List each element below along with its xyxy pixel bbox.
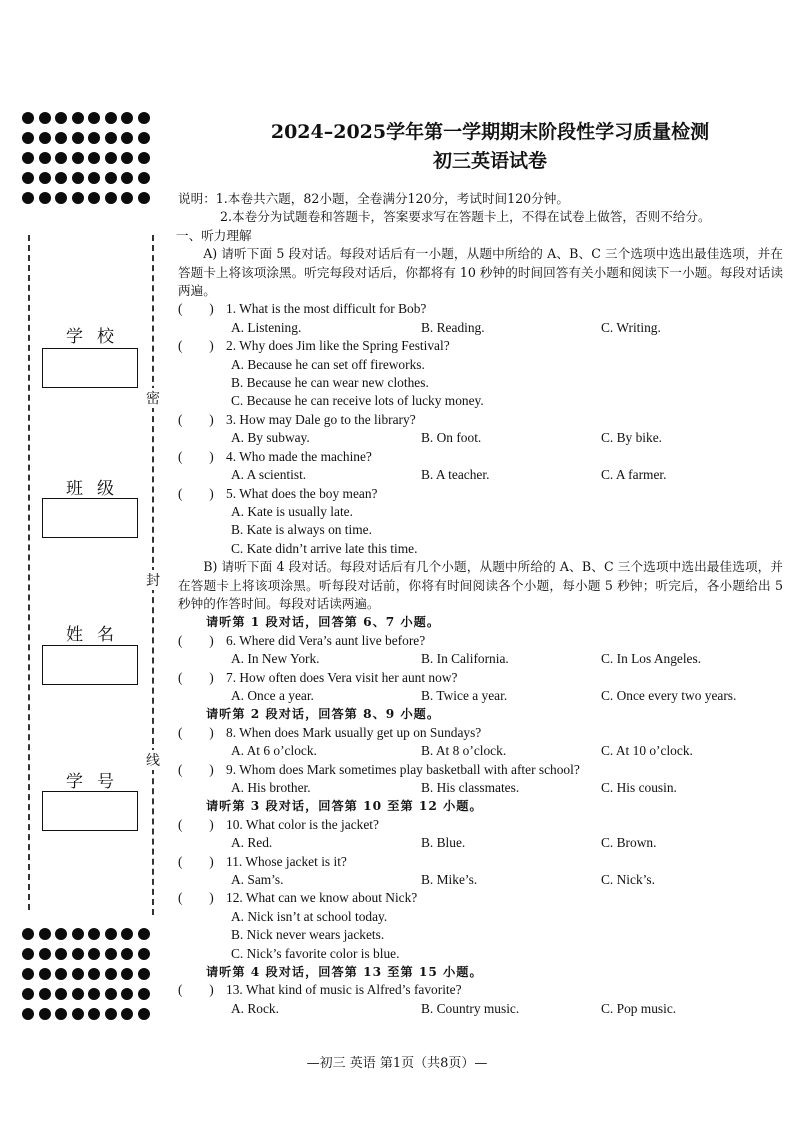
dialogue-instruction: 请听第 2 段对话，回答第 8、9 小题。 [206,707,441,722]
decorative-dot [22,112,34,124]
decorative-dot [88,928,100,940]
decorative-dot [138,948,150,960]
dot-row [22,112,162,124]
decorative-dot [39,112,51,124]
decorative-dot [22,192,34,204]
option-a[interactable]: A. His brother. [231,780,311,795]
dot-row [22,1008,162,1020]
question-text: 9. Whom does Mark sometimes play basketball with after school? [226,761,580,777]
decorative-dot [138,172,150,184]
decorative-dot [55,132,67,144]
option-a[interactable]: A. Sam’s. [231,872,284,888]
option-c[interactable]: C. Because he can receive lots of lucky money. [231,393,484,409]
question-text: 4. Who made the machine? [226,448,372,464]
dot-row [22,948,162,960]
decorative-dot [105,1008,117,1020]
part-b-instructions: B) 请听下面 4 段对话。每段对话后有几个小题，从题中所给的 A、B、C 三个选项中选出最佳选项，并在答题卡上将该项涂黑。听每段对话前，你将有时间阅读各个小题，每小题 5 秒钟；听完后，各小题给出 5 秒钟的作答时间。每段对话读两遍。 [178,559,783,611]
decorative-dot [55,928,67,940]
option-c[interactable]: C. By bike. [601,430,663,446]
class-label: 班级 [66,479,128,499]
options-row [178,687,783,705]
decorative-dot [39,1008,51,1020]
option-a[interactable]: A. Once a year. [231,687,314,703]
question-text: 6. Where did Vera’s aunt live before? [226,632,426,648]
decorative-dot [39,152,51,164]
question [178,632,783,669]
dot-row [22,172,162,184]
option-b[interactable]: B. Reading. [421,319,485,335]
option-b[interactable]: B. Nick never wears jackets. [231,927,385,943]
answer-blank[interactable]: ( ) [178,724,214,740]
decorative-dot [55,152,67,164]
option-b[interactable]: B. Twice a year. [421,687,508,703]
decorative-dot [105,988,117,1000]
dialogue-instruction: 请听第 3 段对话，回答第 10 至第 12 小题。 [206,799,483,814]
decorative-dot [138,112,150,124]
decorative-dot [39,172,51,184]
decorative-dot [121,988,133,1000]
dialogue-instruction: 请听第 4 段对话，回答第 13 至第 15 小题。 [206,965,483,980]
decorative-dot [138,928,150,940]
option-c[interactable]: C. A farmer. [601,467,667,483]
decorative-dot [72,192,84,204]
option-c[interactable]: C. Kate didn’t arrive late this time. [231,540,418,556]
answer-blank[interactable]: ( ) [178,816,214,832]
decorative-dot [39,192,51,204]
decorative-dot [55,968,67,980]
dot-row [22,928,162,940]
answer-blank[interactable]: ( ) [178,761,214,777]
option-b[interactable]: B. Blue. [421,835,466,851]
decorative-dot [121,928,133,940]
page-footer: —初三 英语 第1页（共8页）— [306,1056,488,1071]
option-a[interactable]: A. At 6 o’clock. [231,743,317,759]
question [178,485,783,559]
student-number-label: 学号 [66,772,128,792]
option-c[interactable]: C. In Los Angeles. [601,651,702,667]
decorative-dot [138,1008,150,1020]
decorative-dot [55,172,67,184]
dialogue-instruction: 请听第 1 段对话，回答第 6、7 小题。 [206,615,441,630]
decorative-dot [39,132,51,144]
exam-title: 2024–2025学年第一学期期末阶段性学习质量检测 [270,121,710,143]
option-a[interactable]: A. Nick isn’t at school today. [231,908,388,924]
answer-blank[interactable]: ( ) [178,632,214,648]
options-row [178,1000,783,1018]
decorative-dot [22,172,34,184]
question [178,724,783,761]
exam-subtitle: 初三英语试卷 [432,150,547,172]
option-b[interactable]: B. Kate is always on time. [231,522,372,538]
question [178,889,783,963]
options-row [178,319,783,337]
question-text: 8. When does Mark usually get up on Sundays? [226,724,482,740]
question [178,337,783,411]
dot-row [22,988,162,1000]
decorative-dot [22,152,34,164]
answer-blank[interactable]: ( ) [178,411,214,427]
question [178,300,783,337]
question [178,853,783,890]
question [178,411,783,448]
seal-char-xian: 线 [146,750,160,770]
decorative-dot [105,192,117,204]
question-text: 2. Why does Jim like the Spring Festival? [226,338,450,354]
decorative-dot [88,988,100,1000]
question [178,981,783,1018]
decorative-dot [22,928,34,940]
option-c[interactable]: C. Nick’s. [601,872,655,888]
answer-blank[interactable]: ( ) [178,301,214,317]
answer-blank[interactable]: ( ) [178,338,214,354]
decorative-dot [39,988,51,1000]
decorative-dot [121,1008,133,1020]
option-a[interactable]: A. By subway. [231,430,310,446]
option-b[interactable]: B. A teacher. [421,467,490,483]
decorative-dot [88,132,100,144]
option-b[interactable]: B. Country music. [421,1000,520,1016]
decorative-dot [39,968,51,980]
options-row [178,466,783,484]
student-number-field[interactable] [42,791,138,831]
decorative-dot [138,152,150,164]
options-row [178,742,783,760]
option-c[interactable]: C. Pop music. [601,1000,677,1016]
school-label: 学校 [66,327,128,347]
option-a[interactable]: A. Listening. [231,319,302,335]
seal-char-mi: 密 [146,388,160,408]
question-stem [178,411,783,429]
option-b[interactable]: B. His classmates. [421,780,520,795]
decorative-dot [121,112,133,124]
question-text: 7. How often does Vera visit her aunt now? [226,669,458,685]
decorative-dot [121,968,133,980]
part-a-instructions: A) 请听下面 5 段对话。每段对话后有一小题，从题中所给的 A、B、C 三个选项中选出最佳选项，并在答题卡上将该项涂黑。听完每段对话后，你都将有 10 秒钟的时间回答有关小题和阅读下一小题。每段对话读两遍。 [178,246,783,299]
section-title: 一、听力理解 [176,227,252,243]
decorative-dot [138,192,150,204]
decorative-dot [55,948,67,960]
decorative-dot [72,112,84,124]
question-text: 3. How may Dale go to the library? [226,411,416,427]
question [178,669,783,706]
question-stem [178,300,783,318]
option-a[interactable]: A. Rock. [231,1000,279,1016]
question-stem [178,889,783,907]
option-b[interactable]: B. In California. [421,651,509,667]
decorative-dot [88,948,100,960]
answer-blank[interactable]: ( ) [178,448,214,464]
options-row [178,650,783,668]
decorative-dot [121,192,133,204]
decorative-dot [138,988,150,1000]
seal-char-feng: 封 [146,570,160,590]
part-b-questions [178,613,783,1018]
decorative-dot [72,152,84,164]
name-field[interactable] [42,645,138,685]
decorative-dot [121,172,133,184]
question-text: 10. What color is the jacket? [226,816,379,832]
option-c[interactable]: C. Nick’s favorite color is blue. [231,945,400,961]
question-stem [178,632,783,650]
decorative-dot [22,968,34,980]
decorative-dot [138,968,150,980]
option-b[interactable]: B. Because he can wear new clothes. [231,375,429,391]
decorative-dot [22,132,34,144]
decorative-dot [22,948,34,960]
decorative-dot [105,948,117,960]
answer-blank[interactable]: ( ) [178,982,214,998]
dot-row [22,132,162,144]
answer-blank[interactable]: ( ) [178,485,214,501]
question [178,448,783,485]
decorative-dot [88,152,100,164]
question-stem [178,669,783,687]
option-a[interactable]: A. Kate is usually late. [231,503,353,519]
option-b[interactable]: B. Mike’s. [421,872,478,888]
decorative-dot [55,192,67,204]
decorative-dot [39,928,51,940]
option-a[interactable]: A. Red. [231,835,273,851]
decorative-dot [88,192,100,204]
decorative-dot [105,172,117,184]
decorative-dot [55,988,67,1000]
decorative-dot [39,948,51,960]
decorative-dot [88,968,100,980]
seal-line-left [28,235,30,910]
decorative-dot [72,172,84,184]
question-text: 5. What does the boy mean? [226,485,378,501]
options-row [178,779,783,797]
name-label: 姓名 [66,625,128,645]
option-a[interactable]: A. Because he can set off fireworks. [231,356,425,372]
decorative-dot [88,112,100,124]
decorative-dot [88,172,100,184]
question-stem [178,337,783,355]
decorative-dot [138,132,150,144]
decorative-dot [121,152,133,164]
exam-body [178,190,783,1018]
question [178,816,783,853]
answer-blank[interactable]: ( ) [178,669,214,685]
question-stem [178,816,783,834]
dot-row [22,968,162,980]
question-stem [178,485,783,503]
school-field[interactable] [42,348,138,388]
question-stem [178,724,783,742]
question-stem [178,981,783,999]
question-stem [178,853,783,871]
decorative-dot [105,152,117,164]
note-2: 2.本卷分为试题卷和答题卡，答案要求写在答题卡上，不得在试卷上做答，否则不给分。 [220,209,711,225]
decorative-dot [72,1008,84,1020]
question-stem [178,761,783,779]
decorative-dot [72,132,84,144]
option-a[interactable]: A. In New York. [231,651,320,667]
answer-blank[interactable]: ( ) [178,853,214,869]
option-c[interactable]: C. Brown. [601,835,657,851]
part-a-questions [178,300,783,558]
option-c[interactable]: C. His cousin. [601,780,677,795]
options-row [178,834,783,852]
decorative-dot [55,112,67,124]
options-row [178,429,783,447]
question [178,761,783,798]
option-c[interactable]: C. Once every two years. [601,687,737,703]
answer-blank[interactable]: ( ) [178,890,214,906]
question-text: 11. Whose jacket is it? [226,853,347,869]
decorative-dot [88,1008,100,1020]
decorative-dot [105,968,117,980]
question-text: 13. What kind of music is Alfred’s favorite? [226,982,462,998]
option-a[interactable]: A. A scientist. [231,467,307,483]
dot-block-bottom [22,928,162,1028]
note-1: 说明：1.本卷共六题，82小题，全卷满分120分，考试时间120分钟。 [178,191,569,206]
options-row [178,871,783,889]
decorative-dot [72,928,84,940]
dot-row [22,152,162,164]
question-text: 1. What is the most difficult for Bob? [226,301,427,317]
option-b[interactable]: B. On foot. [421,430,482,446]
option-b[interactable]: B. At 8 o’clock. [421,743,507,759]
dot-row [22,192,162,204]
question-stem [178,448,783,466]
decorative-dot [105,928,117,940]
question-text: 12. What can we know about Nick? [226,890,418,906]
decorative-dot [105,112,117,124]
decorative-dot [105,132,117,144]
class-field[interactable] [42,498,138,538]
decorative-dot [72,988,84,1000]
option-c[interactable]: C. At 10 o’clock. [601,743,693,759]
decorative-dot [121,132,133,144]
dot-block-top [22,112,162,212]
decorative-dot [22,988,34,1000]
option-c[interactable]: C. Writing. [601,319,661,335]
decorative-dot [72,968,84,980]
decorative-dot [55,1008,67,1020]
decorative-dot [72,948,84,960]
decorative-dot [22,1008,34,1020]
decorative-dot [121,948,133,960]
